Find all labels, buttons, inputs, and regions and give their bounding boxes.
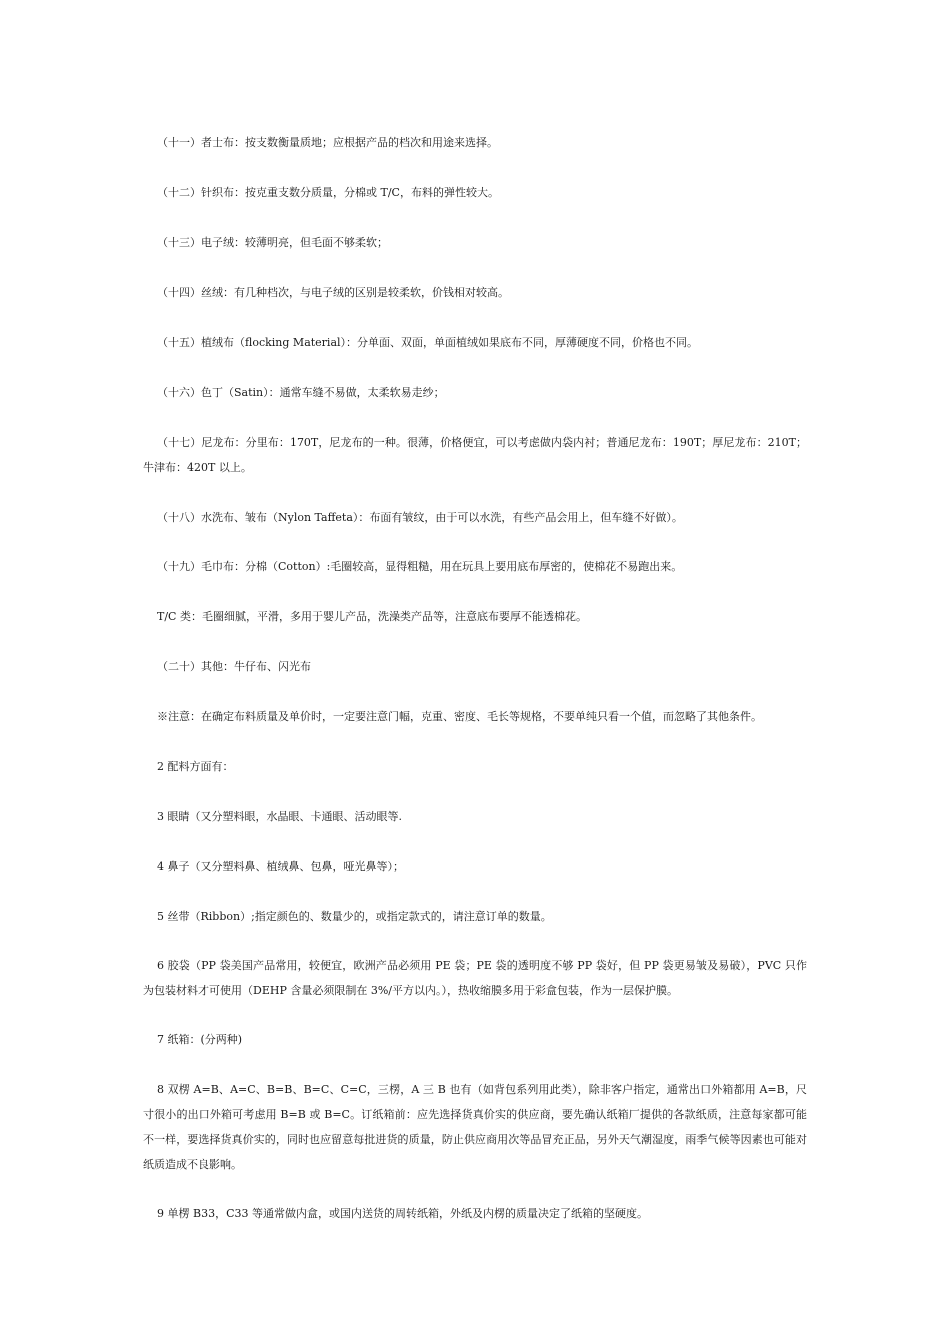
paragraph-note: ※注意：在确定布料质量及单价时，一定要注意门幅，克重、密度、毛长等规格，不要单纯只看一个值，而忽略了其他条件。 xyxy=(157,710,762,723)
paragraph-20: （二十）其他：牛仔布、闪光布 xyxy=(157,660,311,673)
paragraph-item-3: 3 眼睛（又分塑料眼，水晶眼、卡通眼、活动眼等. xyxy=(157,810,402,823)
paragraph-item-6: 6 胶袋（PP 袋美国产品常用，较便宜，欧洲产品必须用 PE 袋；PE 袋的透明度不够 PP 袋好，但 PP 袋更易皱及易破），PVC 只作为包装材料才可使用（DEHP 含量必须限制在 3%/平方以内。），热收缩膜多用于彩盒包装，作为一层保护膜。 xyxy=(143,959,807,997)
paragraph-15: （十五）植绒布（flocking Material）：分单面、双面，单面植绒如果底布不同，厚薄硬度不同，价格也不同。 xyxy=(157,336,699,349)
paragraph-item-5: 5 丝带（Ribbon）;指定颜色的、数量少的，或指定款式的，请注意订单的数量。 xyxy=(157,910,552,923)
paragraph-17: （十七）尼龙布：分里布：170T，尼龙布的一种。很薄，价格便宜，可以考虑做内袋内衬；普通尼龙布：190T；厚尼龙布：210T；牛津布：420T 以上。 xyxy=(143,436,807,474)
paragraph-item-4: 4 鼻子（又分塑料鼻、植绒鼻、包鼻，哑光鼻等）； xyxy=(157,860,404,873)
paragraph-12: （十二）针织布：按克重支数分质量，分棉或 T/C，布料的弹性较大。 xyxy=(157,186,499,199)
paragraph-19: （十九）毛巾布：分棉（Cotton）:毛圈较高，显得粗糙，用在玩具上要用底布厚密的，使棉花不易跑出来。 xyxy=(157,560,683,573)
paragraph-11: （十一）者士布：按支数衡量质地；应根据产品的档次和用途来选择。 xyxy=(157,136,498,149)
paragraph-13: （十三）电子绒：较薄明亮，但毛面不够柔软； xyxy=(157,236,388,249)
paragraph-item-8: 8 双楞 A=B、A=C、B=B、B=C、C=C，三楞，A 三 B 也有（如背包系列用此类），除非客户指定，通常出口外箱都用 A=B，尺寸很小的出口外箱可考虑用 B=B 或 B=C。订纸箱前：应先选择货真价实的供应商，要先确认纸箱厂提供的各款纸质，注意每家都可能不一样，要选择货真价实的，同时也应留意每批进货的质量，防止供应商用次等品冒充正品，另外天气潮湿度，雨季气候等因素也可能对纸质造成不良影响。 xyxy=(143,1083,807,1171)
paragraph-item-2: 2 配料方面有： xyxy=(157,760,234,773)
paragraph-tc: T/C 类：毛圈细腻，平滑，多用于婴儿产品，洗澡类产品等，注意底布要厚不能透棉花。 xyxy=(157,610,587,623)
paragraph-16: （十六）色丁（Satin）：通常车缝不易做，太柔软易走纱； xyxy=(157,386,445,399)
paragraph-item-9: 9 单楞 B33，C33 等通常做内盒，或国内送货的周转纸箱，外纸及内楞的质量决定了纸箱的坚硬度。 xyxy=(157,1207,648,1220)
paragraph-14: （十四）丝绒：有几种档次，与电子绒的区别是较柔软，价钱相对较高。 xyxy=(157,286,509,299)
paragraph-18: （十八）水洗布、皱布（Nylon Taffeta）：布面有皱纹，由于可以水洗，有些产品会用上，但车缝不好做）。 xyxy=(157,511,683,524)
paragraph-item-7: 7 纸箱：(分两种) xyxy=(157,1033,243,1046)
